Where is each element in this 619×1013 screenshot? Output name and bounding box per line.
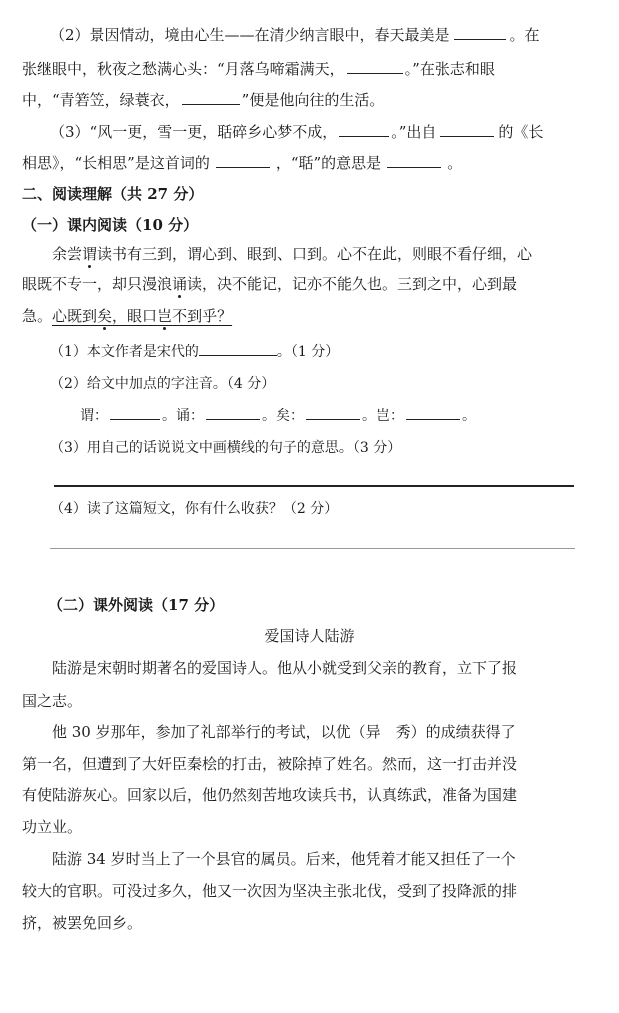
- article-line: 他 30 岁那年，参加了礼部举行的考试，以优（异 秀）的成绩获得了: [52, 723, 516, 741]
- passage-text: 读，决不能记，记亦不能久也。三到之中，心到最: [187, 275, 518, 293]
- q3-text: 的《长: [498, 123, 544, 141]
- q2-text: 张继眼中，秋夜之愁满心头：“月落乌啼霜满天，: [22, 60, 345, 78]
- dotted-char: 岂: [157, 307, 173, 325]
- passage-text: 余尝: [52, 245, 83, 263]
- q3-line2: [22, 152, 619, 174]
- q2-text: （2）景因情动，境由心生——在清少纳言眼中，春天最美是: [50, 26, 450, 44]
- q3-line1: [50, 121, 619, 143]
- article-line: 较大的官职。可没过多久，他又一次因为坚决主张北伐，受到了投降派的排: [22, 882, 518, 900]
- dotted-char: 谓: [82, 245, 98, 263]
- article-line: 第一名，但遭到了大奸臣秦桧的打击，被除掉了姓名。然而，这一打击并没: [22, 755, 518, 773]
- q2-text: ”便是他向往的生活。: [241, 91, 385, 109]
- answer-line[interactable]: [50, 548, 575, 549]
- q3-text: 。: [447, 154, 463, 172]
- answer-blank[interactable]: [182, 90, 240, 105]
- underlined-text: 心既到: [52, 307, 98, 325]
- question-text: （1）本文作者是宋代的: [50, 344, 199, 360]
- underlined-text: ，眼口: [112, 307, 158, 325]
- q2-line3: [22, 89, 619, 111]
- passage-text: 眼既不专一，却只漫浪: [22, 275, 173, 293]
- answer-blank[interactable]: [216, 153, 270, 168]
- article-heading: 爱国诗人陆游: [264, 627, 355, 645]
- passage-line2: [22, 273, 619, 295]
- part1-q1: [50, 341, 619, 363]
- answer-blank[interactable]: [347, 59, 403, 74]
- q2-line1: [50, 24, 619, 46]
- question-text: 。矣：: [262, 408, 304, 424]
- passage-line3: [22, 305, 619, 327]
- article-line: 有使陆游灰心。回家以后，他仍然刻苦地攻读兵书，认真练武，准备为国建: [22, 786, 518, 804]
- part1-title: （一）课内阅读（10 分）: [22, 216, 199, 234]
- answer-line[interactable]: [54, 485, 574, 487]
- q3-text: 相思》，“长相思”是这首词的: [22, 154, 210, 172]
- article-line: 陆游 34 岁时当上了一个县官的属员。后来，他凭着才能又担任了一个: [52, 850, 516, 868]
- question-text: 。（1 分）: [276, 344, 340, 360]
- q3-text: 。”出自: [391, 123, 437, 141]
- q3-text: （3）“风一更，雪一更，聒碎乡心梦不成，: [50, 123, 338, 141]
- underlined-text: 不到乎？: [172, 307, 233, 325]
- dotted-char: 诵: [172, 275, 188, 293]
- passage-text: 急。: [22, 307, 53, 325]
- answer-blank[interactable]: [440, 122, 494, 137]
- q2-line2: [22, 58, 619, 80]
- article-line: 功立业。: [22, 818, 83, 836]
- q3-text: ，“聒”的意思是: [275, 154, 382, 172]
- passage-line1: [52, 243, 619, 265]
- answer-blank[interactable]: [199, 341, 277, 356]
- q2-text: 中，“青箬笠，绿蓑衣，: [22, 91, 180, 109]
- answer-blank[interactable]: [406, 405, 460, 420]
- answer-blank[interactable]: [454, 25, 506, 40]
- article-line: 陆游是宋朝时期著名的爱国诗人。他从小就受到父亲的教育，立下了报: [52, 659, 518, 677]
- answer-blank[interactable]: [306, 405, 360, 420]
- dotted-char: 矣: [97, 307, 113, 325]
- question-text: 。诵：: [162, 408, 204, 424]
- section-title: 二、阅读理解（共 27 分）: [22, 185, 204, 203]
- question-text: 。岂：: [362, 408, 404, 424]
- pinyin-row: [80, 405, 619, 427]
- part2-title: （二）课外阅读（17 分）: [48, 596, 225, 614]
- answer-blank[interactable]: [387, 153, 441, 168]
- question-text: 。: [462, 408, 476, 424]
- passage-text: 读书有三到，谓心到、眼到、口到。心不在此，则眼不看仔细，心: [97, 245, 533, 263]
- part1-q4: （4）读了这篇短文，你有什么收获？（2 分）: [50, 501, 339, 517]
- part1-q2: （2）给文中加点的字注音。（4 分）: [50, 376, 276, 392]
- question-text: 谓：: [80, 408, 108, 424]
- article-line: 国之志。: [22, 692, 83, 710]
- answer-blank[interactable]: [339, 122, 389, 137]
- q2-text: 。在: [509, 26, 540, 44]
- answer-blank[interactable]: [110, 405, 160, 420]
- answer-blank[interactable]: [206, 405, 260, 420]
- q2-text: 。”在张志和眼: [404, 60, 495, 78]
- part1-q3: （3）用自己的话说说文中画横线的句子的意思。（3 分）: [50, 440, 402, 456]
- article-line: 挤，被罢免回乡。: [22, 914, 143, 932]
